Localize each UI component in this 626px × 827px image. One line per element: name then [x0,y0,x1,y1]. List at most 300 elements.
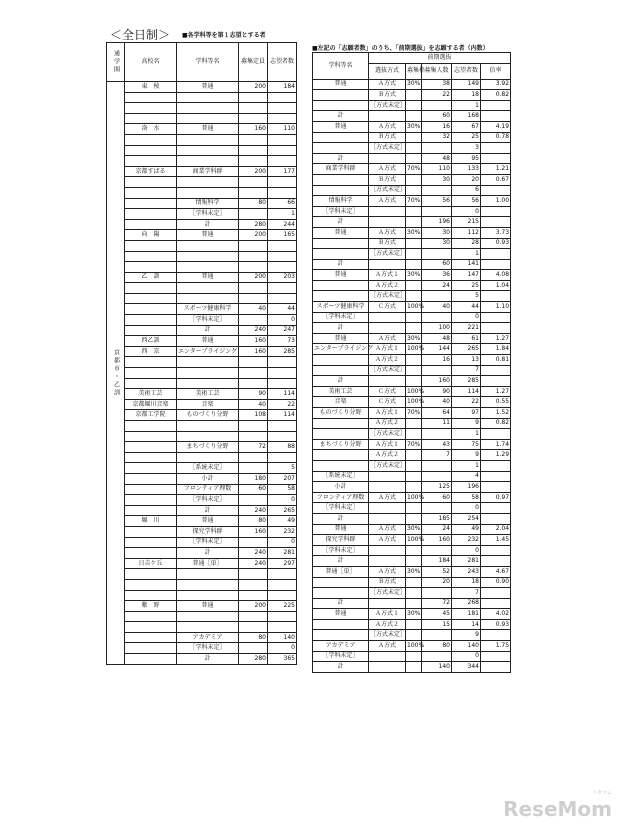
dept-cell: 計 [177,505,239,516]
applicants-cell: 22 [452,397,481,408]
rate-cell: 0.90 [481,577,511,588]
dept-cell: ［学科未定］ [313,206,369,217]
right-table [312,52,511,673]
dept-cell [177,177,239,188]
school-cell [125,187,177,198]
method-cell: Ａ方式 [369,121,406,132]
dept-cell [313,588,369,599]
table-row [313,132,511,143]
applicants-cell: 0 [268,537,297,548]
method-cell: ［方式未定］ [369,100,406,111]
applicants-cell [268,590,297,601]
quota-cell [422,651,452,662]
table-row [313,524,511,535]
applicants-cell: 140 [268,632,297,643]
rate-cell [481,429,511,440]
rate-cell [481,471,511,482]
school-cell [125,569,177,580]
dept-cell: 普通 [177,230,239,241]
ratio-cell [406,174,422,185]
ratio-cell [406,365,422,376]
dept-cell [177,187,239,198]
method-cell: ［方式未定］ [369,460,406,471]
dept-cell: 計 [313,217,369,228]
applicants-cell: 244 [268,219,297,230]
method-cell: ［方式未定］ [369,291,406,302]
quota-cell: 45 [422,609,452,620]
dept-cell [313,577,369,588]
quota-cell: 60 [422,492,452,503]
school-cell: 乙 訓 [125,272,177,283]
applicants-cell: 232 [452,535,481,546]
school-cell: 京都すばる [125,166,177,177]
method-cell: Ａ方式 [369,492,406,503]
applicants-cell: 165 [268,230,297,241]
dept-cell: ［学科未定］ [177,643,239,654]
ratio-cell [406,132,422,143]
quota-cell: 196 [422,217,452,228]
applicants-cell: 73 [268,336,297,347]
applicants-cell: 5 [268,463,297,474]
dept-cell: 普通 [313,227,369,238]
method-cell: ［方式未定］ [369,630,406,641]
method-cell [369,545,406,556]
applicants-cell [268,283,297,294]
school-cell [125,484,177,495]
dept-cell [177,293,239,304]
dept-cell: 計 [313,662,369,673]
dept-cell [313,132,369,143]
table-row [313,249,511,260]
quota-cell: 20 [422,577,452,588]
method-cell: ［方式未定］ [369,429,406,440]
method-cell: Ａ方式１ [369,408,406,419]
applicants-cell: 207 [268,473,297,484]
applicants-cell [268,262,297,273]
dept-cell [177,378,239,389]
ratio-cell [406,259,422,270]
quota-cell: 48 [422,333,452,344]
applicants-cell [268,421,297,432]
table-row [313,566,511,577]
rate-cell: 1.74 [481,439,511,450]
applicants-cell: 0 [452,651,481,662]
dept-cell [313,619,369,630]
table-row [107,632,297,643]
quota-cell: 144 [422,344,452,355]
applicants-cell: 1 [452,100,481,111]
table-row [107,643,297,654]
method-cell [369,513,406,524]
applicants-cell: 4 [452,471,481,482]
ratio-cell [406,482,422,493]
table-row [107,442,297,453]
capacity-cell: 108 [239,410,268,421]
table-row [313,143,511,154]
capacity-cell: 160 [239,124,268,135]
dept-cell: フロンティア理数 [177,484,239,495]
capacity-cell: 90 [239,389,268,400]
rate-cell: 0.78 [481,132,511,143]
dept-cell: 普通 [177,272,239,283]
dept-cell: 計 [313,153,369,164]
capacity-cell [239,92,268,103]
dept-cell: 小計 [177,473,239,484]
rate-cell: 0.82 [481,418,511,429]
school-cell [125,177,177,188]
school-cell [125,357,177,368]
applicants-cell: 97 [452,408,481,419]
table-row [107,654,297,665]
applicants-cell: 9 [452,630,481,641]
table-row [107,177,297,188]
table-row [313,609,511,620]
capacity-cell [239,103,268,114]
method-cell [369,206,406,217]
method-cell: ［方式未定］ [369,249,406,260]
school-cell [125,92,177,103]
rate-cell: 1.75 [481,641,511,652]
dept-cell: 普通 [313,121,369,132]
dept-cell: 情報科学 [313,196,369,207]
applicants-cell [268,134,297,145]
table-row [313,79,511,90]
table-row [107,389,297,400]
rate-cell: 0.93 [481,619,511,630]
table-row [107,113,297,124]
table-row [313,312,511,323]
ratio-cell [406,545,422,556]
rate-cell: 0.97 [481,492,511,503]
table-row [107,452,297,463]
applicants-cell: 344 [452,662,481,673]
ratio-cell [406,513,422,524]
applicants-cell [268,103,297,114]
applicants-cell [268,187,297,198]
school-cell: 京都工学院 [125,410,177,421]
table-row [313,344,511,355]
capacity-cell [239,368,268,379]
applicants-cell [268,240,297,251]
ratio-cell [406,249,422,260]
method-cell [369,217,406,228]
applicants-cell: 0 [268,643,297,654]
ratio-cell: 100% [406,302,422,313]
table-row [107,431,297,442]
dept-cell [313,174,369,185]
method-cell: Ｃ方式 [369,302,406,313]
method-cell: Ａ方式１ [369,270,406,281]
dept-cell [313,460,369,471]
applicants-cell: 0 [268,315,297,326]
school-cell: 東 稜 [125,82,177,93]
method-cell: Ａ方式 [369,227,406,238]
table-row [107,166,297,177]
dept-cell [177,421,239,432]
rate-cell [481,376,511,387]
applicants-cell: 25 [452,132,481,143]
dept-cell: 普通 [313,609,369,620]
applicants-cell: 44 [268,304,297,315]
applicants-cell: 95 [452,153,481,164]
dept-cell [177,103,239,114]
dept-cell [313,450,369,461]
applicants-cell: 18 [452,577,481,588]
applicants-cell: 49 [452,524,481,535]
applicants-cell: 18 [452,90,481,101]
school-cell [125,431,177,442]
applicants-cell: 6 [452,185,481,196]
col-capacity: 募集定員 [239,43,268,82]
dept-cell: 計 [313,556,369,567]
dept-cell: ［学科未定］ [177,537,239,548]
applicants-cell: 203 [268,272,297,283]
table-row [313,365,511,376]
quota-cell: 160 [422,535,452,546]
school-cell [125,156,177,167]
quota-cell [422,471,452,482]
table-row [313,598,511,609]
table-row [313,100,511,111]
dept-cell: アカデミア [177,632,239,643]
quota-cell: 24 [422,280,452,291]
rate-cell [481,259,511,270]
table-row [313,630,511,641]
capacity-cell [239,495,268,506]
capacity-cell: 240 [239,325,268,336]
applicants-cell: 114 [268,410,297,421]
method-cell [369,259,406,270]
rate-cell: 0.55 [481,397,511,408]
table-row [313,439,511,450]
table-row [107,558,297,569]
applicants-cell: 243 [452,566,481,577]
quota-cell: 40 [422,302,452,313]
rate-cell [481,291,511,302]
rate-cell [481,153,511,164]
applicants-cell: 285 [268,346,297,357]
dept-cell: エンタープライジング [313,344,369,355]
ratio-cell [406,238,422,249]
dept-cell: 美術工芸 [177,389,239,400]
applicants-cell: 168 [452,111,481,122]
table-row [313,619,511,630]
method-cell: Ａ方式 [369,333,406,344]
capacity-cell: 40 [239,399,268,410]
dept-cell: ［学科未定］ [313,312,369,323]
method-cell: Ａ方式２ [369,280,406,291]
table-row [107,516,297,527]
school-cell: 日吉ケ丘 [125,558,177,569]
applicants-cell [268,156,297,167]
quota-cell [422,588,452,599]
table-row [313,662,511,673]
table-row [313,355,511,366]
method-cell: ［方式未定］ [369,588,406,599]
school-cell [125,198,177,209]
quota-cell [422,249,452,260]
dept-cell: まちづくり分野 [313,439,369,450]
dept-cell: ［学科未定］ [313,503,369,514]
applicants-cell: 14 [452,619,481,630]
dept-cell: 普通 [177,601,239,612]
dept-cell: 計 [313,111,369,122]
school-cell [125,134,177,145]
applicants-cell: 265 [452,344,481,355]
ratio-cell [406,376,422,387]
ratio-cell: 30% [406,609,422,620]
rate-cell: 0.93 [481,238,511,249]
rate-cell: 2.04 [481,524,511,535]
table-row [107,537,297,548]
school-cell [125,611,177,622]
dept-cell [177,283,239,294]
capacity-cell [239,293,268,304]
rate-cell: 1.29 [481,450,511,461]
method-cell: Ａ方式１ [369,344,406,355]
rate-cell: 1.52 [481,408,511,419]
applicants-cell: 22 [268,399,297,410]
capacity-cell: 200 [239,82,268,93]
ratio-cell: 100% [406,397,422,408]
capacity-cell [239,611,268,622]
table-row [107,399,297,410]
table-row [107,251,297,262]
table-row [313,460,511,471]
applicants-cell: 88 [268,442,297,453]
capacity-cell: 180 [239,473,268,484]
applicants-cell: 268 [452,598,481,609]
quota-cell [422,429,452,440]
dept-cell [313,249,369,260]
method-cell [369,598,406,609]
rate-cell: 1.04 [481,280,511,291]
capacity-cell [239,209,268,220]
dept-cell: まちづくり分野 [177,442,239,453]
quota-cell [422,545,452,556]
table-row [313,174,511,185]
dept-cell [177,431,239,442]
table-row [107,293,297,304]
dept-cell: ［学科未定］ [177,495,239,506]
method-cell [369,503,406,514]
rate-cell [481,598,511,609]
table-row [107,410,297,421]
school-cell [125,262,177,273]
capacity-cell: 160 [239,336,268,347]
school-cell: 美術工芸 [125,389,177,400]
applicants-cell: 0 [268,495,297,506]
table-row [107,579,297,590]
dept-cell: 音楽 [177,399,239,410]
method-cell: Ｂ方式 [369,90,406,101]
table-row [313,641,511,652]
rate-cell [481,588,511,599]
school-cell: 京都堀川音楽 [125,399,177,410]
table-row [313,471,511,482]
dept-cell: ものづくり分野 [313,408,369,419]
dept-cell [313,238,369,249]
quota-cell: 16 [422,355,452,366]
table-row [313,90,511,101]
table-row [313,386,511,397]
table-row [107,473,297,484]
rate-cell [481,482,511,493]
rate-cell: 4.02 [481,609,511,620]
capacity-cell [239,240,268,251]
ratio-cell [406,153,422,164]
dept-cell: スポーツ健康科学 [313,302,369,313]
capacity-cell [239,579,268,590]
ratio-cell [406,651,422,662]
table-row [313,376,511,387]
table-row [107,240,297,251]
applicants-cell: 7 [452,365,481,376]
ratio-cell [406,471,422,482]
method-cell [369,312,406,323]
dept-cell: 計 [313,323,369,334]
applicants-cell: 225 [268,601,297,612]
applicants-cell: 281 [268,548,297,559]
col-applicants: 志望者数 [268,43,297,82]
ratio-cell [406,460,422,471]
watermark-sub: リセマム [592,790,612,796]
dept-cell [313,630,369,641]
rate-cell: 1.10 [481,302,511,313]
school-cell [125,473,177,484]
r-col-method: 選抜方式 [369,63,406,79]
capacity-cell: 200 [239,166,268,177]
applicants-cell: 140 [452,641,481,652]
ratio-cell [406,450,422,461]
dept-cell: 普通 [313,79,369,90]
dept-cell: 計 [177,219,239,230]
dept-cell [313,365,369,376]
ratio-cell [406,418,422,429]
table-row [313,482,511,493]
dept-cell: 計 [313,598,369,609]
dept-cell [177,134,239,145]
quota-cell: 30 [422,174,452,185]
school-cell [125,240,177,251]
school-cell [125,368,177,379]
dept-cell [313,355,369,366]
dept-cell [177,251,239,262]
applicants-cell: 297 [268,558,297,569]
capacity-cell: 160 [239,346,268,357]
quota-cell: 52 [422,566,452,577]
rate-cell [481,630,511,641]
ratio-cell [406,630,422,641]
school-cell [125,293,177,304]
table-row [313,121,511,132]
table-row [107,209,297,220]
school-cell [125,537,177,548]
capacity-cell [239,283,268,294]
method-cell: Ｂ方式 [369,132,406,143]
dept-cell: 探究学科群 [313,535,369,546]
capacity-cell [239,134,268,145]
dept-cell: 商業学科群 [313,164,369,175]
rate-cell: 3.73 [481,227,511,238]
ratio-cell: 30% [406,524,422,535]
table-row [313,270,511,281]
dept-cell: フロンティア理数 [313,492,369,503]
applicants-cell: 215 [452,217,481,228]
dept-cell: 小計 [313,482,369,493]
table-row [107,325,297,336]
applicants-cell: 221 [452,323,481,334]
